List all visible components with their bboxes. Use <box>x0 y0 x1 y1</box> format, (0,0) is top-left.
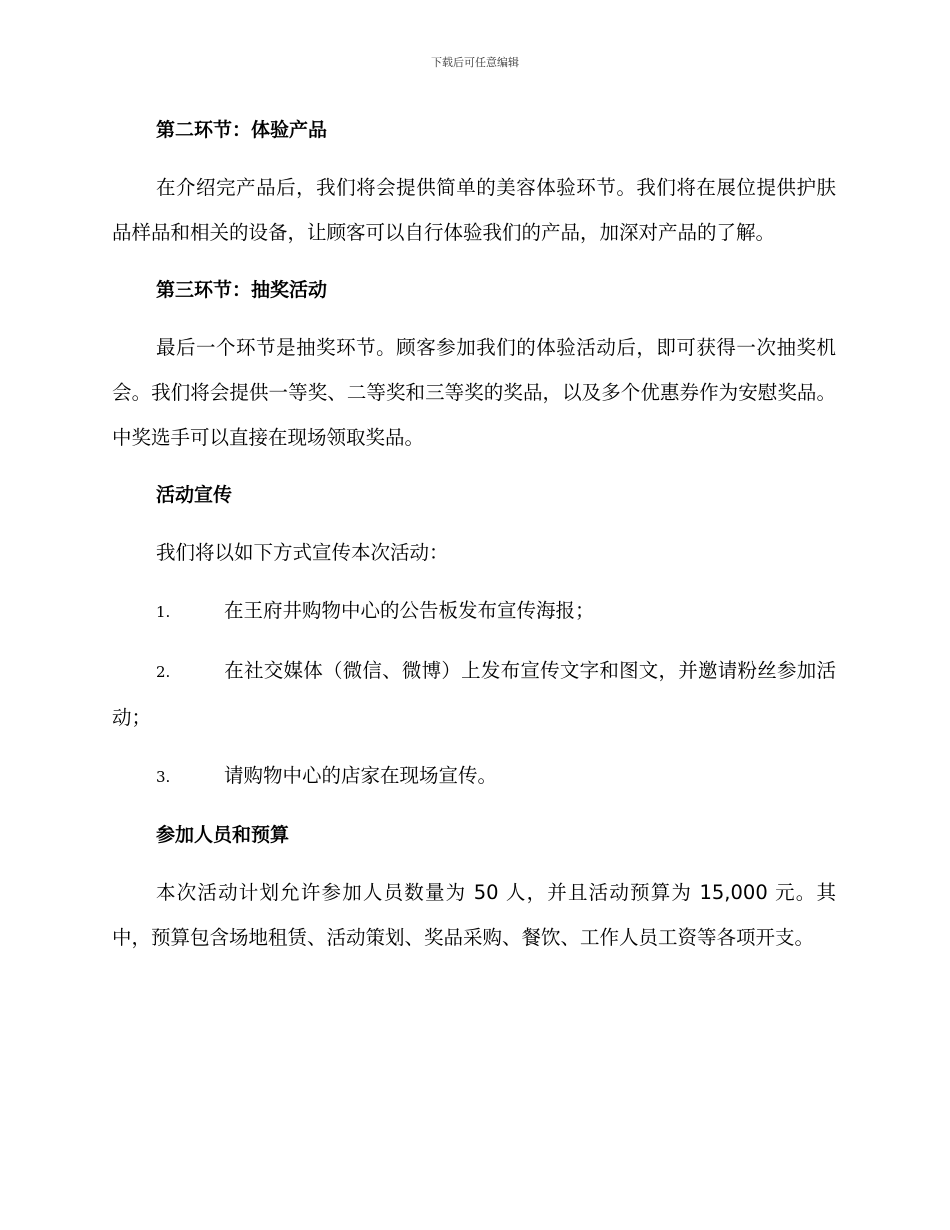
paragraph-experience: 在介绍完产品后，我们将会提供简单的美容体验环节。我们将在展位提供护肤品样品和相关的设备，让顾客可以自行体验我们的产品，加深对产品的了解。 <box>112 176 836 244</box>
paragraph-promotion-intro: 我们将以如下方式宣传本次活动： <box>156 541 449 564</box>
list-item-number: 1. <box>156 603 171 621</box>
list-item <box>112 753 836 800</box>
section-heading-budget: 参加人员和预算 <box>156 824 290 846</box>
section-heading-lottery: 第三环节：抽奖活动 <box>156 279 328 301</box>
list-item-text: 在王府井购物中心的公告板发布宣传海报； <box>224 599 595 622</box>
list-item <box>112 648 836 740</box>
page-header: 下载后可任意编辑 <box>431 56 519 69</box>
list-item-text: 请购物中心的店家在现场宣传。 <box>224 764 498 787</box>
section-heading-promotion: 活动宣传 <box>156 484 233 506</box>
list-item-number: 2. <box>156 663 171 681</box>
list-item-text: 在社交媒体（微信、微博）上发布宣传文字和图文，并邀请粉丝参加活动； <box>112 659 836 729</box>
paragraph-lottery: 最后一个环节是抽奖环节。顾客参加我们的体验活动后，即可获得一次抽奖机会。我们将会提供一等奖、二等奖和三等奖的奖品，以及多个优惠券作为安慰奖品。中奖选手可以直接在现场领取奖品。 <box>112 336 836 449</box>
list-item-number: 3. <box>156 768 171 786</box>
section-heading-experience: 第二环节：体验产品 <box>156 119 328 141</box>
paragraph-budget: 本次活动计划允许参加人员数量为 50 人，并且活动预算为 15,000 元。其中，预算包含场地租赁、活动策划、奖品采购、餐饮、工作人员工资等各项开支。 <box>112 881 836 949</box>
list-item <box>112 588 836 635</box>
document-body <box>112 108 836 960</box>
